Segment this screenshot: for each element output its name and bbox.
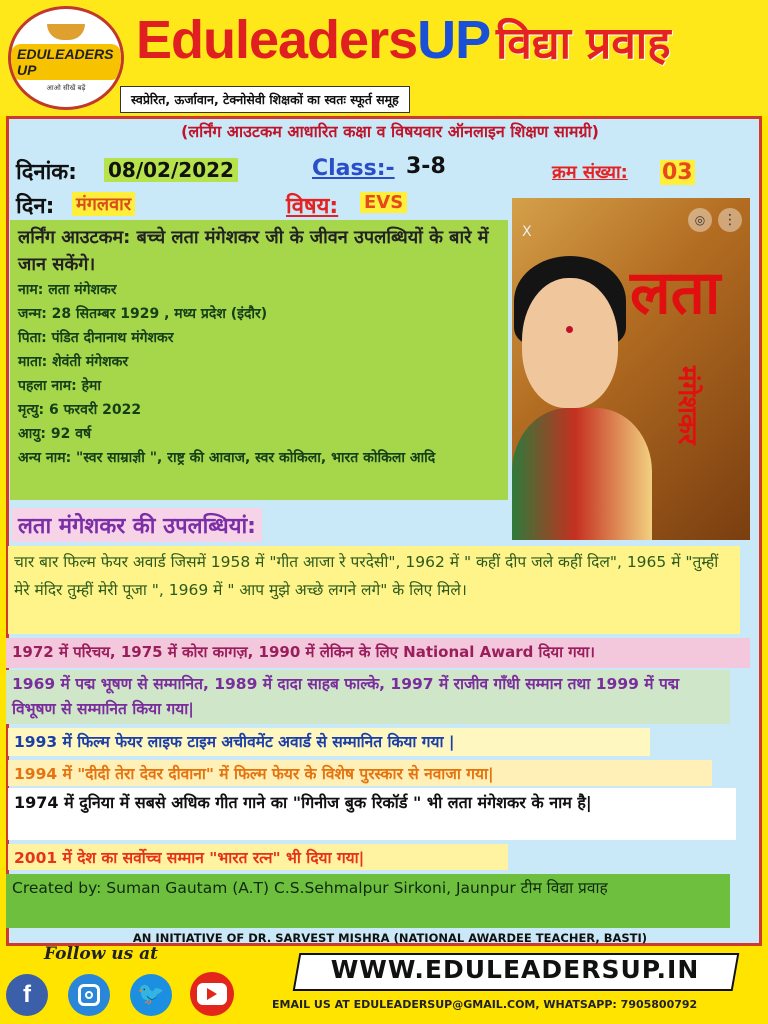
achievement-item: चार बार फिल्म फेयर अवार्ड जिसमें 1958 में "गीत आजा रे परदेसी", 1962 में " कहीं दीप जले कहीं दिल", 1965 में "तुम्हीं मेरे मंदिर तुम्हीं मेरी पूजा ", 1969 में " आप मुझे अच्छे लगने लगे" के लिए मिले। xyxy=(8,546,740,634)
achievement-item: 1972 में परिचय, 1975 में कोरा कागज़, 1990 में लेकिन के लिए National Award दिया गया। xyxy=(6,638,750,668)
bio-mother: माता: शेवंती मंगेशकर xyxy=(18,354,129,370)
page-subtitle: (लर्निंग आउटकम आधारित कक्षा व विषयवार ऑनलाइन शिक्षण सामग्री) xyxy=(181,122,599,141)
photo-title: लता xyxy=(630,258,721,328)
facebook-icon[interactable]: f xyxy=(6,974,48,1016)
close-icon[interactable]: X xyxy=(522,224,532,240)
date-label: दिनांक: xyxy=(16,160,77,185)
brand-part-eduleaders: Eduleaders xyxy=(136,10,418,70)
subject-value: EVS xyxy=(360,192,407,213)
bio-other-names: अन्य नाम: "स्वर साम्राज्ञी ", राष्ट्र की आवाज, स्वर कोकिला, भारत कोकिला आदि xyxy=(18,450,436,466)
bio-name: नाम: लता मंगेशकर xyxy=(18,282,117,298)
day-label: दिन: xyxy=(16,194,55,219)
learning-outcome-box xyxy=(10,220,508,500)
twitter-icon[interactable]: 🐦 xyxy=(130,974,172,1016)
date-value: 08/02/2022 xyxy=(104,158,238,182)
website-url[interactable]: WWW.EDULEADERSUP.IN xyxy=(330,955,700,984)
logo-tagline: आओ सीखें बढ़ें xyxy=(46,83,86,92)
header xyxy=(0,0,768,116)
achievement-item: 1993 में फिल्म फेयर लाइफ टाइम अचीवमेंट अवार्ड से सम्मानित किया गया | xyxy=(8,728,650,756)
logo-text: EDULEADERS UP xyxy=(11,44,121,80)
initiative-line: AN INITIATIVE OF DR. SARVEST MISHRA (NATIONAL AWARDEE TEACHER, BASTI) xyxy=(132,931,648,945)
portrait xyxy=(512,218,642,540)
subject-label: विषय: xyxy=(286,194,339,219)
lamp-icon xyxy=(47,24,85,40)
youtube-icon[interactable] xyxy=(190,972,234,1016)
eduleaders-logo[interactable] xyxy=(8,6,124,110)
class-value: 3-8 xyxy=(406,154,446,179)
vidya-pravah-title: विद्या प्रवाह xyxy=(496,18,671,69)
brand-part-up: UP xyxy=(417,10,491,70)
achievement-item: 1974 में दुनिया में सबसे अधिक गीत गाने का "गिनीज बुक रिकॉर्ड " भी लता मंगेशकर के नाम है| xyxy=(8,788,736,840)
bio-death: मृत्यु: 6 फरवरी 2022 xyxy=(18,402,142,418)
achievements-heading: लता मंगेशकर की उपलब्धियां: xyxy=(12,508,262,542)
contact-line: EMAIL US AT EDULEADERSUP@GMAIL.COM, WHATSAPP: 7905800792 xyxy=(272,998,698,1011)
share-icon[interactable]: ◎ xyxy=(688,208,712,232)
day-value: मंगलवार xyxy=(72,192,135,216)
achievement-item: 2001 में देश का सर्वोच्च सम्मान "भारत रत्न" भी दिया गया| xyxy=(8,844,508,870)
creator-credit: Created by: Suman Gautam (A.T) C.S.Sehmalpur Sirkoni, Jaunpur टीम विद्या प्रवाह xyxy=(6,874,730,928)
learning-outcome-title: लर्निंग आउटकम: बच्चे लता मंगेशकर जी के जीवन उपलब्धियों के बारे में जान सकेंगे। xyxy=(18,227,489,275)
more-icon[interactable]: ⋮ xyxy=(718,208,742,232)
follow-us-label: Follow us at xyxy=(44,944,159,964)
bio-age: आयु: 92 वर्ष xyxy=(18,426,92,442)
instagram-icon[interactable] xyxy=(68,974,110,1016)
brand-title xyxy=(136,10,490,70)
class-label: Class:- xyxy=(312,156,395,181)
serial-value: 03 xyxy=(662,160,693,185)
bio-first-name: पहला नाम: हेमा xyxy=(18,378,102,394)
serial-label: क्रम संख्या: xyxy=(552,162,628,183)
lata-mangeshkar-photo xyxy=(512,198,750,540)
achievement-item: 1969 में पद्म भूषण से सम्मानित, 1989 में दादा साहब फाल्के, 1997 में राजीव गाँधी सम्मान तथा 1999 में पद्म विभूषण से सम्मानित किया गया| xyxy=(6,670,730,724)
photo-subtitle: मंगेशकर xyxy=(672,366,702,445)
group-tagline: स्वप्रेरित, ऊर्जावान, टेक्नोसेवी शिक्षकों का स्वतः स्फूर्त समूह xyxy=(120,86,410,113)
bio-birth: जन्म: 28 सितम्बर 1929 , मध्य प्रदेश (इंदौर) xyxy=(18,306,268,322)
bio-father: पिता: पंडित दीनानाथ मंगेशकर xyxy=(18,330,174,346)
achievement-item: 1994 में "दीदी तेरा देवर दीवाना" में फिल्म फेयर के विशेष पुरस्कार से नवाजा गया| xyxy=(8,760,712,786)
